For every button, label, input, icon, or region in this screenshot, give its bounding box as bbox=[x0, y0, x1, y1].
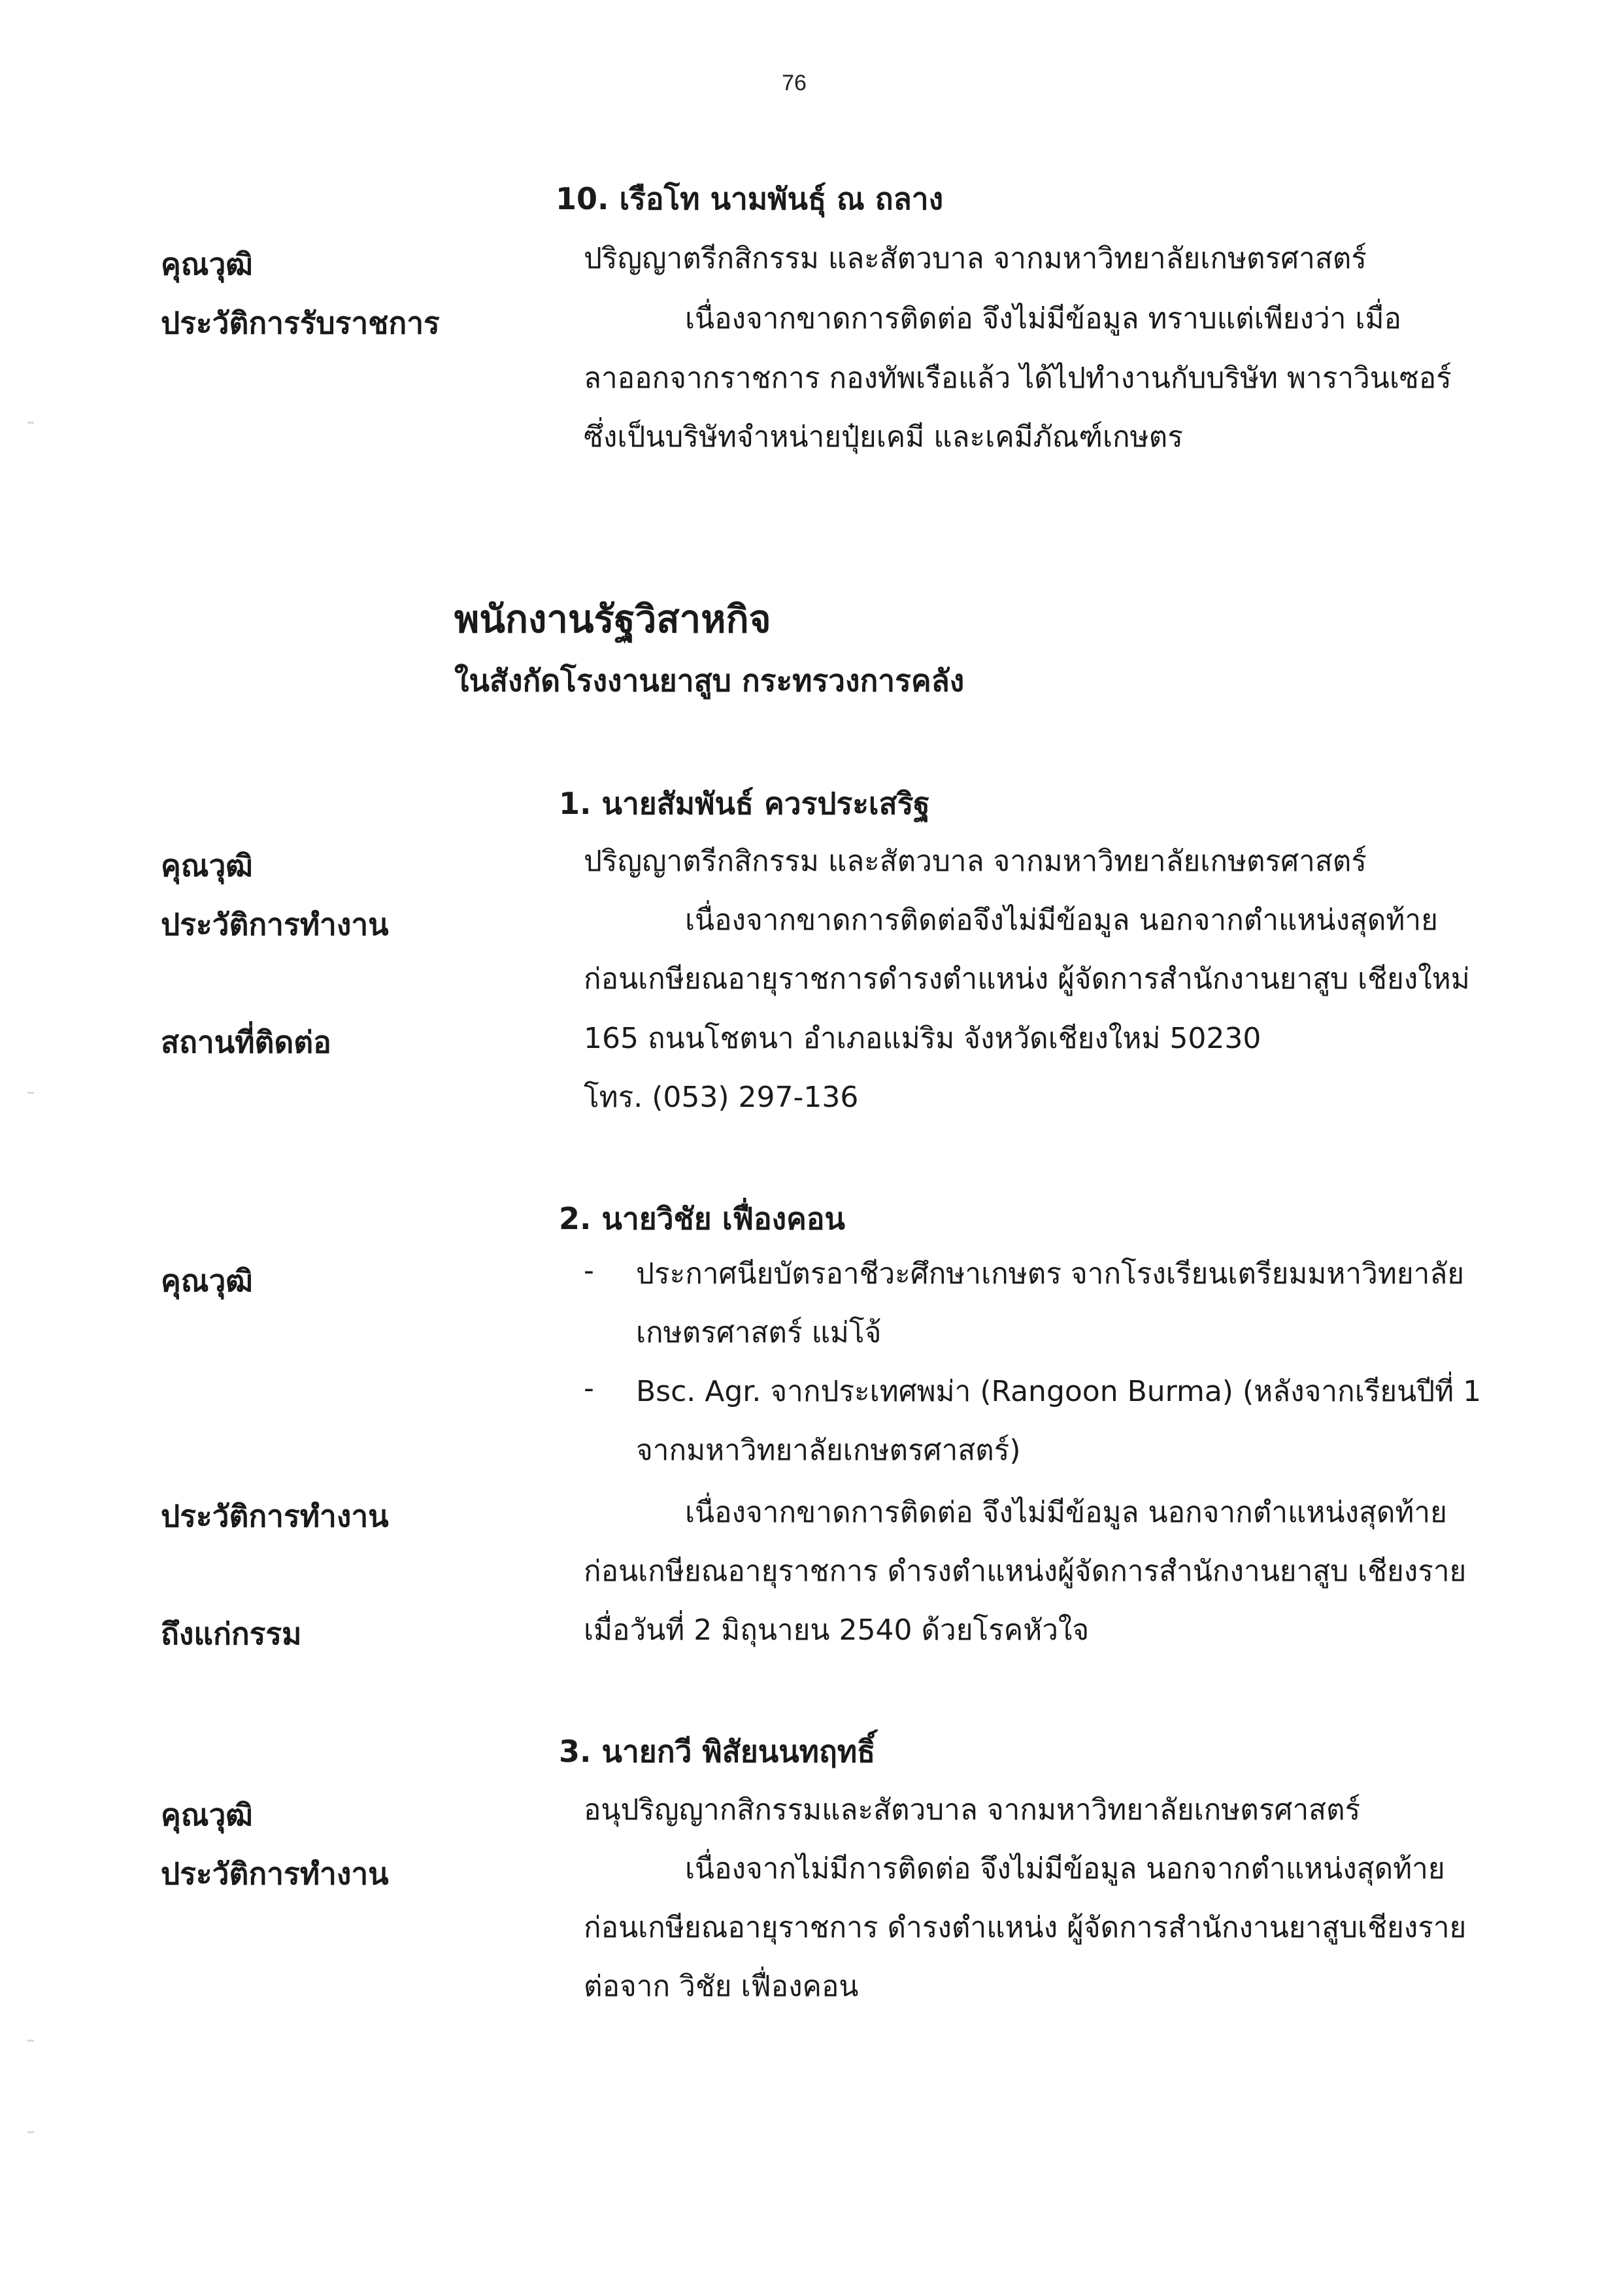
qualification-label: คุณวุฒิ bbox=[161, 246, 253, 282]
page-number: 76 bbox=[782, 71, 807, 95]
bullet-dash: - bbox=[584, 1254, 594, 1287]
history-line: ซึ่งเป็นบริษัทจำหน่ายปุ๋ยเคมี และเคมีภัณฑ์เกษตร bbox=[584, 420, 1183, 454]
qualification-label: คุณวุฒิ bbox=[161, 1797, 253, 1832]
service-history-label: ประวัติการรับราชการ bbox=[161, 305, 440, 341]
history-line: ก่อนเกษียณอายุราชการ ดำรงตำแหน่ง ผู้จัดการสำนักงานยาสูบเชียงราย bbox=[584, 1911, 1467, 1944]
qualification-text: ปริญญาตรีกสิกรรม และสัตวบาล จากมหาวิทยาลัยเกษตรศาสตร์ bbox=[584, 845, 1367, 878]
entry-heading: 2. นายวิชัย เฟื่องคอน bbox=[559, 1201, 845, 1236]
entry-heading: 1. นายสัมพันธ์ ควรประเสริฐ bbox=[559, 786, 930, 821]
scan-artifact bbox=[27, 422, 34, 424]
work-history-label: ประวัติการทำงาน bbox=[161, 1856, 389, 1891]
history-line: ก่อนเกษียณอายุราชการ ดำรงตำแหน่งผู้จัดการสำนักงานยาสูบ เชียงราย bbox=[584, 1555, 1467, 1588]
entry-heading: 10. เรือโท นามพันธุ์ ณ ถลาง bbox=[556, 181, 944, 216]
history-line: ต่อจาก วิชัย เฟื่องคอน bbox=[584, 1970, 859, 2003]
work-history-label: ประวัติการทำงาน bbox=[161, 1498, 389, 1534]
phone-text: โทร. (053) 297-136 bbox=[584, 1081, 859, 1114]
bullet-text: Bsc. Agr. จากประเทศพม่า (Rangoon Burma) (หลังจากเรียนปีที่ 1 bbox=[636, 1375, 1482, 1408]
history-line: เนื่องจากไม่มีการติดต่อ จึงไม่มีข้อมูล นอกจากตำแหน่งสุดท้าย bbox=[685, 1852, 1445, 1885]
qualification-text: ปริญญาตรีกสิกรรม และสัตวบาล จากมหาวิทยาลัยเกษตรศาสตร์ bbox=[584, 242, 1367, 275]
qualification-label: คุณวุฒิ bbox=[161, 1263, 253, 1298]
work-history-label: ประวัติการทำงาน bbox=[161, 907, 389, 942]
contact-label: สถานที่ติดต่อ bbox=[161, 1024, 331, 1060]
history-line: เนื่องจากขาดการติดต่อ จึงไม่มีข้อมูล นอกจากตำแหน่งสุดท้าย bbox=[685, 1496, 1447, 1529]
section-subtitle: ในสังกัดโรงงานยาสูบ กระทรวงการคลัง bbox=[454, 663, 965, 698]
address-text: 165 ถนนโชตนา อำเภอแม่ริม จังหวัดเชียงใหม่ 50230 bbox=[584, 1022, 1262, 1055]
history-line: เนื่องจากขาดการติดต่อ จึงไม่มีข้อมูล ทราบแต่เพียงว่า เมื่อ bbox=[685, 302, 1401, 335]
scan-artifact bbox=[27, 2040, 34, 2042]
scan-artifact bbox=[27, 1092, 34, 1094]
bullet-text: จากมหาวิทยาลัยเกษตรศาสตร์) bbox=[636, 1434, 1021, 1467]
death-text: เมื่อวันที่ 2 มิถุนายน 2540 ด้วยโรคหัวใจ bbox=[584, 1613, 1090, 1647]
section-title: พนักงานรัฐวิสาหกิจ bbox=[454, 597, 771, 641]
death-label: ถึงแก่กรรม bbox=[161, 1616, 302, 1651]
history-line: ลาออกจากราชการ กองทัพเรือแล้ว ได้ไปทำงานกับบริษัท พาราวินเซอร์ bbox=[584, 362, 1452, 395]
qualification-text: อนุปริญญากสิกรรมและสัตวบาล จากมหาวิทยาลัยเกษตรศาสตร์ bbox=[584, 1793, 1361, 1827]
entry-heading: 3. นายกวี พิสัยนนทฤทธิ์ bbox=[559, 1734, 876, 1769]
qualification-label: คุณวุฒิ bbox=[161, 848, 253, 883]
history-line: ก่อนเกษียณอายุราชการดำรงตำแหน่ง ผู้จัดการสำนักงานยาสูบ เชียงใหม่ bbox=[584, 962, 1470, 996]
bullet-text: เกษตรศาสตร์ แม่โจ้ bbox=[636, 1316, 882, 1349]
history-line: เนื่องจากขาดการติดต่อจึงไม่มีข้อมูล นอกจากตำแหน่งสุดท้าย bbox=[685, 903, 1438, 937]
bullet-text: ประกาศนียบัตรอาชีวะศึกษาเกษตร จากโรงเรียนเตรียมมหาวิทยาลัย bbox=[636, 1257, 1465, 1291]
scan-artifact bbox=[27, 2131, 34, 2133]
bullet-dash: - bbox=[584, 1372, 594, 1405]
